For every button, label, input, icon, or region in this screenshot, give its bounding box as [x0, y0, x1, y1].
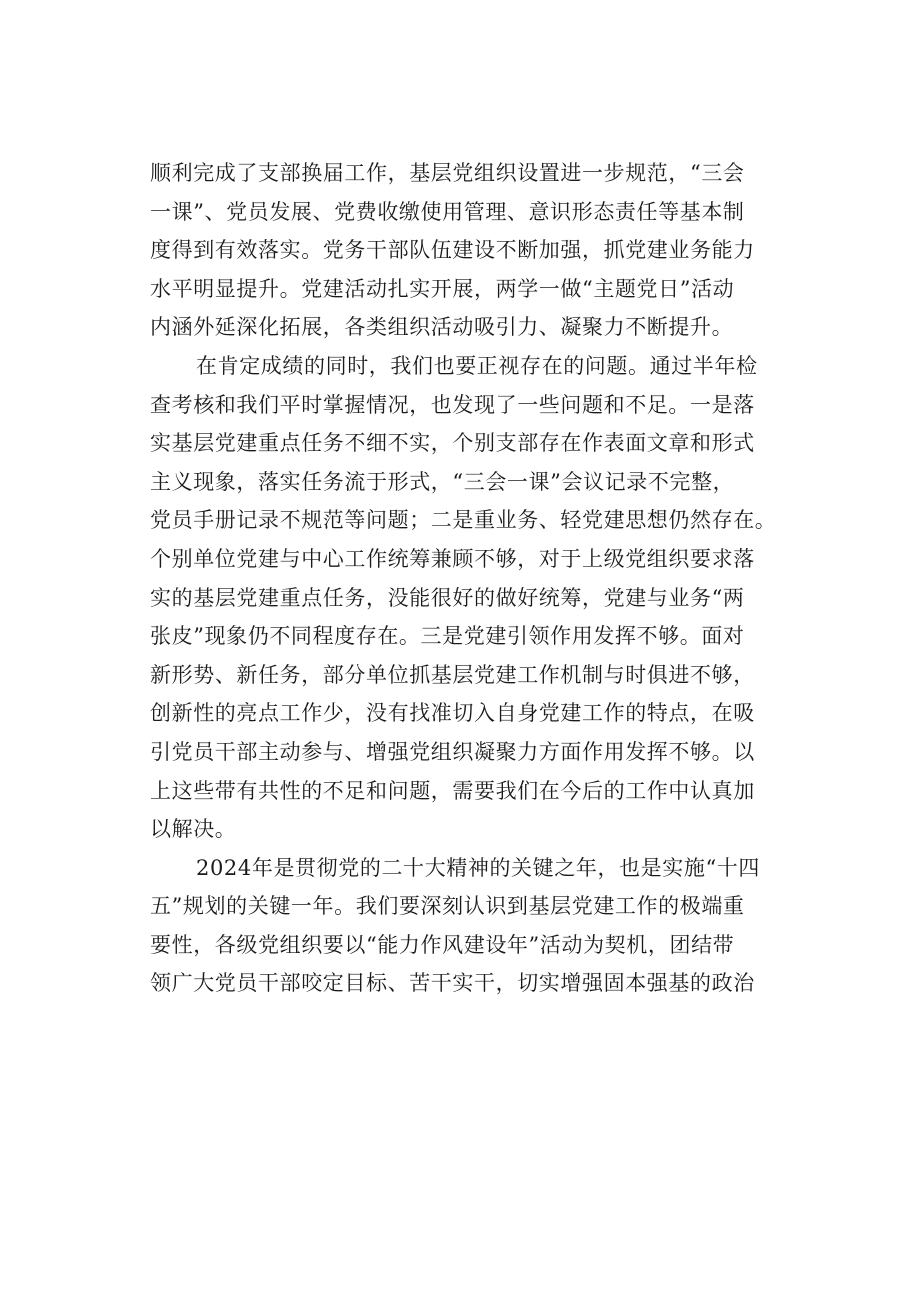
text-line: 领广大党员干部咬定目标、苦干实干，切实增强固本强基的政治 — [150, 971, 755, 996]
text-line: 查考核和我们平时掌握情况，也发现了一些问题和不足。一是落 — [150, 392, 755, 417]
text-line: 五”规划的关键一年。我们要深刻认识到基层党建工作的极端重 — [150, 894, 745, 919]
document-body — [150, 154, 810, 1003]
text-line: 新形势、新任务，部分单位抓基层党建工作机制与时俱进不够， — [150, 662, 755, 687]
paragraph-1 — [150, 154, 810, 347]
text-line: 度得到有效落实。党务干部队伍建设不断加强，抓党建业务能力 — [150, 238, 755, 263]
text-line: 主义现象，落实任务流于形式，“三会一课”会议记录不完整， — [150, 469, 735, 494]
text-line: 在肯定成绩的同时，我们也要正视存在的问题。通过半年检 — [196, 353, 758, 378]
text-line: 上这些带有共性的不足和问题，需要我们在今后的工作中认真加 — [150, 778, 755, 803]
text-line: 2024年是贯彻党的二十大精神的关键之年，也是实施“十四 — [196, 855, 760, 880]
paragraph-2 — [150, 347, 810, 849]
text-line: 实基层党建重点任务不细不实，个别支部存在作表面文章和形式 — [150, 431, 755, 456]
text-line: 创新性的亮点工作少，没有找准切入自身党建工作的特点，在吸 — [150, 701, 755, 726]
text-line: 党员手册记录不规范等问题；二是重业务、轻党建思想仍然存在。 — [150, 508, 777, 533]
text-line: 张皮”现象仍不同程度存在。三是党建引领作用发挥不够。面对 — [150, 624, 745, 649]
paragraph-3 — [150, 849, 810, 1003]
text-line: 一课”、党员发展、党费收缴使用管理、意识形态责任等基本制 — [150, 199, 745, 224]
text-line: 水平明显提升。党建活动扎实开展，两学一做“主题党日”活动 — [150, 276, 735, 301]
text-line: 要性，各级党组织要以“能力作风建设年”活动为契机，团结带 — [150, 932, 735, 957]
text-line: 引党员干部主动参与、增强党组织凝聚力方面作用发挥不够。以 — [150, 739, 755, 764]
text-line: 个别单位党建与中心工作统筹兼顾不够，对于上级党组织要求落 — [150, 546, 755, 571]
text-line: 实的基层党建重点任务，没能很好的做好统筹，党建与业务“两 — [150, 585, 745, 610]
text-line: 以解决。 — [150, 817, 237, 842]
text-line: 内涵外延深化拓展，各类组织活动吸引力、凝聚力不断提升。 — [150, 315, 734, 340]
text-line: 顺利完成了支部换届工作，基层党组织设置进一步规范，“三会 — [150, 161, 745, 185]
